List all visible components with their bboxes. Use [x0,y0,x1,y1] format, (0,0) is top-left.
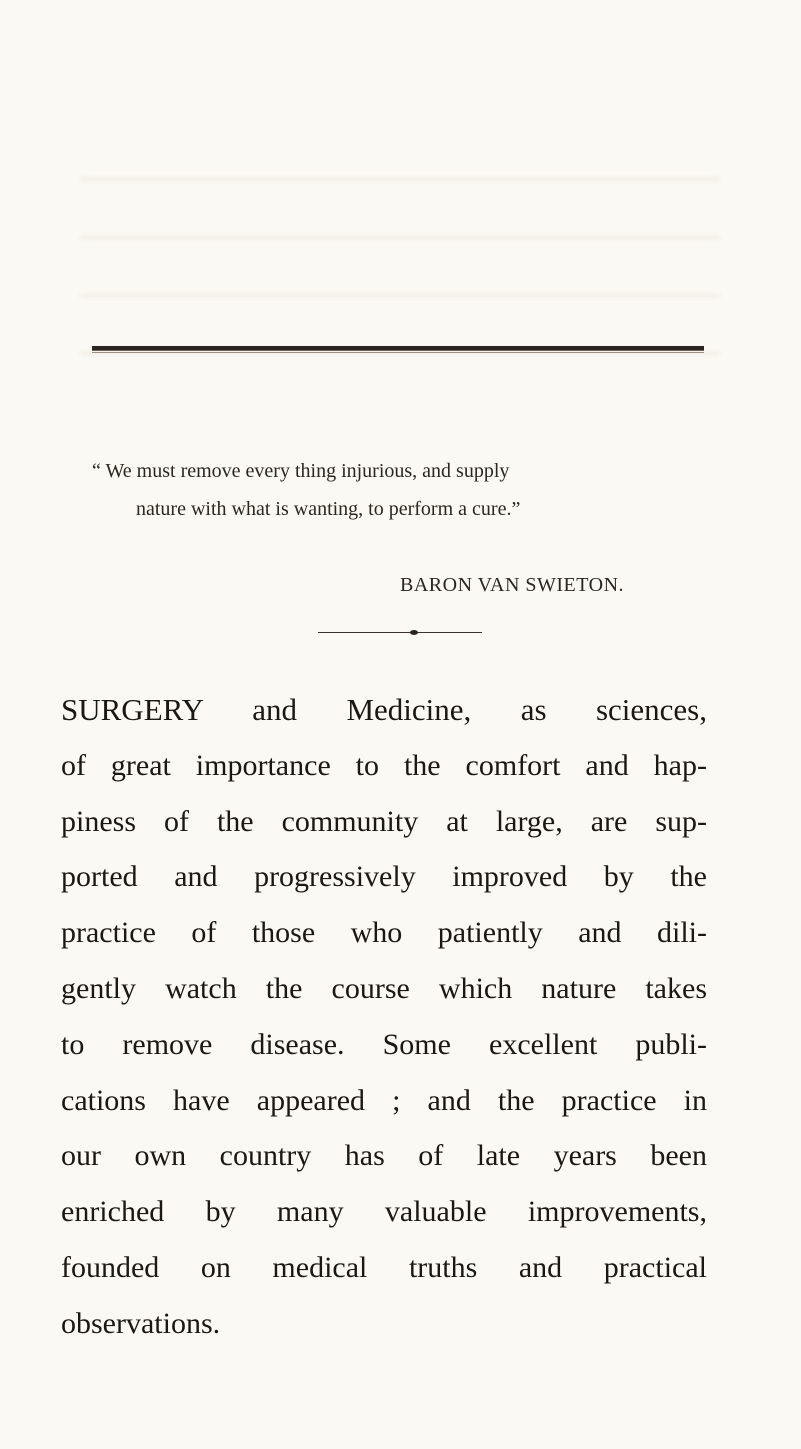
paragraph-line: founded on medical truths and practical [61,1250,707,1284]
paragraph-line: SURGERY and Medicine, as sciences, [61,692,707,727]
ornament-rule [318,632,482,633]
ornament-mark [410,630,418,635]
paragraph-line: of great importance to the comfort and hap- [61,748,707,782]
show-through-text [80,140,720,370]
header-rule [92,346,704,351]
paragraph-line: our own country has of late years been [61,1139,707,1173]
paragraph-line: practice of those who patiently and dili- [61,916,707,950]
paragraph-line: observations. [61,1306,221,1340]
epigraph-attribution: BARON VAN SWIETON. [400,574,625,596]
epigraph-quote [92,452,712,528]
paragraph-line: ported and progressively improved by the [61,860,707,894]
paragraph-line: to remove disease. Some excellent publi- [61,1027,707,1061]
paragraph-line: gently watch the course which nature takes [61,971,707,1005]
epigraph-line: “ We must remove every thing injurious, and supply [92,460,510,482]
paragraph-line: piness of the community at large, are sup- [61,804,707,838]
paragraph-line: enriched by many valuable improvements, [61,1195,707,1229]
paragraph-line: cations have appeared ; and the practice in [61,1083,707,1117]
epigraph-line: nature with what is wanting, to perform a cure.” [136,498,521,520]
section-ornament [318,630,482,636]
body-paragraph [61,682,707,1352]
